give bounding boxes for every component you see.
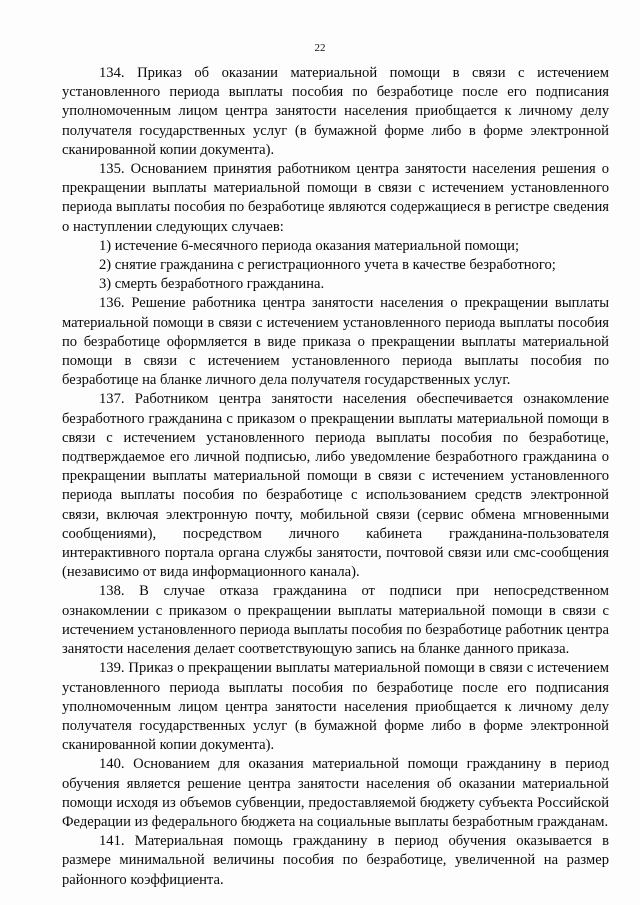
paragraph-134: 134. Приказ об оказании материальной помощи в связи с истечением установленного периода выплаты пособия по безработице после его подписания уполномоченным лицом центра занятости населения приобщается к личному делу получателя государственных услуг (в бумажной форме либо в форме электронной сканированной копии документа). [62, 65, 609, 158]
paragraph-139: 139. Приказ о прекращении выплаты материальной помощи в связи с истечением установленного периода выплаты пособия по безработице после его подписания уполномоченным лицом центра занятости населения приобщается к личному делу получателя государственных услуг (в бумажной форме либо в форме электронной сканированной копии документа). [62, 660, 609, 754]
paragraph-138: 138. В случае отказа гражданина от подписи при непосредственном ознакомлении с приказом о прекращении выплаты материальной помощи в связи с истечением установленного периода выплаты пособия по безработице работник центра занятости населения делает соответствующую запись на бланке данного приказа. [62, 583, 609, 658]
paragraph-135: 135. Основанием принятия работником центра занятости населения решения о прекращении выплаты материальной помощи в связи с истечением установленного периода выплаты пособия по безработице являются содержащиеся в регистре сведения о наступлении следующих случаев: [62, 161, 609, 235]
paragraph-135-list-item-2: 2) снятие гражданина с регистрационного учета в качестве безработного; [99, 257, 556, 274]
paragraph-140: 140. Основанием для оказания материальной помощи гражданину в период обучения является решение центра занятости населения об оказании материальной помощи исходя из объемов субвенции, предоставляемой бюджету субъекта Российской Федерации из федерального бюджета на социальные выплаты безработным гражданам. [62, 756, 609, 830]
paragraph-137: 137. Работником центра занятости населения обеспечивается ознакомление безработного гражданина с приказом о прекращении выплаты материальной помощи в связи с истечением установленного периода выплаты пособия по безработице, подтверждаемое его личной подписью, либо уведомление безработного гражданина о прекращении выплаты материальной помощи в связи с истечением установленного периода выплаты пособия по безработице с использованием средств электронной связи, включая электронную почту, мобильной связи (сервис обмена мгновенными сообщениями), посредством личного кабинета гражданина-пользователя интерактивного портала органа службы занятости, почтовой связи или смс-сообщения (независимо от вида информационного канала). [62, 391, 609, 581]
page-number: 22 [314, 42, 326, 54]
paragraph-141: 141. Материальная помощь гражданину в период обучения оказывается в размере минимальной величины пособия по безработице, увеличенной на размер районного коэффициента. [62, 833, 609, 888]
paragraph-136: 136. Решение работника центра занятости населения о прекращении выплаты материальной помощи в связи с истечением установленного периода выплаты пособия по безработице оформляется в виде приказа о прекращении выплаты материальной помощи в связи с истечением установленного периода выплаты пособия по безработице на бланке личного дела получателя государственных услуг. [62, 295, 609, 389]
paragraph-135-list-item-1: 1) истечение 6-месячного периода оказания материальной помощи; [99, 237, 520, 254]
paragraph-135-list-item-3: 3) смерть безработного гражданина. [99, 276, 325, 293]
document-body [62, 64, 609, 890]
